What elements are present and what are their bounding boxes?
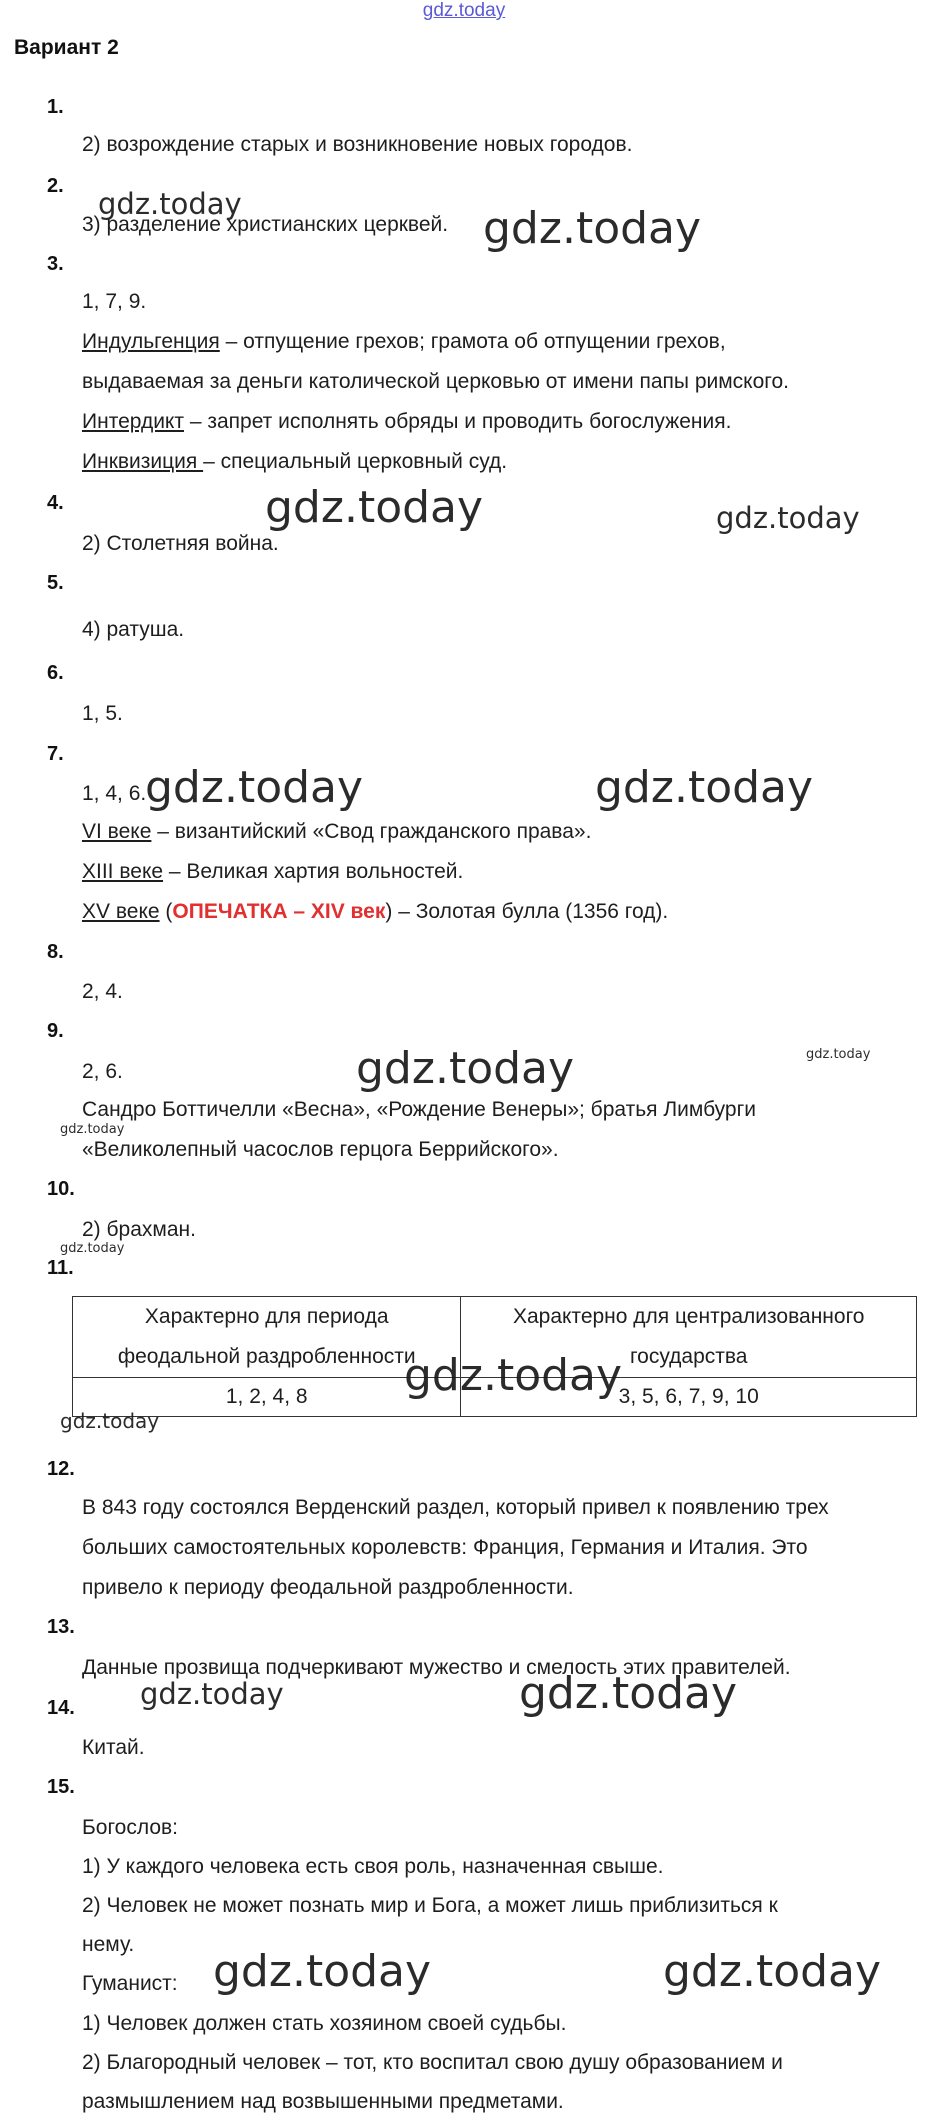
watermark: gdz.today	[519, 1668, 738, 1719]
term-interdict: Интердикт	[82, 410, 184, 433]
table-header-centralized-line-1: Характерно для централизованного	[512, 1305, 865, 1328]
typo-note: ОПЕЧАТКА – XIV век	[172, 900, 386, 923]
answer-3: 1, 7, 9.	[82, 290, 147, 313]
question-number-10: 10.	[47, 1178, 75, 1200]
watermark: gdz.today	[145, 762, 364, 813]
watermark: gdz.today	[404, 1350, 623, 1401]
century-line-6	[82, 820, 591, 844]
answer-10: 2) брахман.	[82, 1218, 196, 1241]
century-6: VI веке	[82, 820, 152, 843]
question-number-9: 9.	[47, 1020, 64, 1042]
theologian-label: Богослов:	[82, 1816, 178, 1839]
century-13-def: – Великая хартия вольностей.	[163, 860, 464, 883]
question-number-14: 14.	[47, 1697, 75, 1719]
humanist-point-2: 2) Благородный человек – тот, кто воспитал свою душу образованием и	[82, 2051, 783, 2074]
term-inquisition: Инквизиция	[82, 450, 204, 473]
table-header-feudal-line-2: феодальной раздробленности	[117, 1345, 416, 1368]
question-number-7: 7.	[47, 743, 64, 765]
answer-9-line-2: «Великолепный часослов герцога Беррийского».	[82, 1138, 559, 1161]
humanist-point-2-cont: размышлением над возвышенными предметами.	[82, 2090, 564, 2113]
answer-6: 1, 5.	[82, 702, 123, 725]
watermark: gdz.today	[595, 762, 814, 813]
question-number-3: 3.	[47, 253, 64, 275]
answer-2: 3) разделение христианских церквей.	[82, 213, 449, 236]
question-number-4: 4.	[47, 492, 64, 514]
watermark: gdz.today	[60, 1409, 160, 1433]
theologian-point-1: 1) У каждого человека есть своя роль, назначенная свыше.	[82, 1855, 664, 1878]
watermark: gdz.today	[716, 501, 860, 535]
answer-12-line-3: привело к периоду феодальной раздробленности.	[82, 1576, 574, 1599]
watermark: gdz.today	[60, 1241, 125, 1256]
watermark: gdz.today	[265, 482, 484, 533]
theologian-point-2: 2) Человек не может познать мир и Бога, а может лишь приблизиться к	[82, 1894, 778, 1917]
page-title: Вариант 2	[14, 36, 119, 59]
term-indulgence: Индульгенция	[82, 330, 220, 353]
term-indulgence-def: – отпущение грехов; грамота об отпущении грехов,	[219, 330, 726, 353]
top-watermark: gdz.today	[422, 0, 506, 21]
watermark: gdz.today	[356, 1043, 575, 1094]
watermark: gdz.today	[806, 1047, 871, 1062]
table-header-centralized-line-2: государства	[629, 1345, 748, 1368]
theologian-point-2-cont: нему.	[82, 1933, 135, 1956]
table-header-feudal-line-1: Характерно для периода	[144, 1305, 389, 1328]
century-6-def: – византийский «Свод гражданского права».	[151, 820, 592, 843]
term-line-inquisition	[82, 450, 507, 474]
term-line-indulgence	[82, 330, 726, 354]
answer-5: 4) ратуша.	[82, 618, 185, 641]
paren-open: (	[159, 900, 173, 923]
answer-9-line-1: Сандро Боттичелли «Весна», «Рождение Венеры»; братья Лимбурги	[82, 1098, 756, 1121]
answer-1: 2) возрождение старых и возникновение новых городов.	[82, 133, 633, 156]
watermark: gdz.today	[213, 1946, 432, 1997]
watermark: gdz.today	[140, 1677, 284, 1711]
question-number-8: 8.	[47, 941, 64, 963]
question-number-6: 6.	[47, 662, 64, 684]
table-cell-feudal: 1, 2, 4, 8	[73, 1378, 461, 1417]
question-number-15: 15.	[47, 1776, 75, 1798]
term-line-interdict	[82, 410, 731, 434]
watermark: gdz.today	[483, 203, 702, 254]
century-15-def: ) – Золотая булла (1356 год).	[385, 900, 669, 923]
answer-13: Данные прозвища подчеркивают мужество и смелость этих правителей.	[82, 1656, 791, 1679]
table-header-feudal	[73, 1297, 461, 1378]
question-number-1: 1.	[47, 96, 64, 118]
watermark: gdz.today	[98, 187, 242, 221]
question-number-5: 5.	[47, 572, 64, 594]
question-number-2: 2.	[47, 175, 64, 197]
question-number-12: 12.	[47, 1458, 75, 1480]
century-13: XIII веке	[82, 860, 164, 883]
term-interdict-def: – запрет исполнять обряды и проводить богослужения.	[183, 410, 732, 433]
question-number-11: 11.	[47, 1257, 74, 1279]
answer-8: 2, 4.	[82, 980, 123, 1003]
answer-12-line-1: В 843 году состоялся Верденский раздел, который привел к появлению трех	[82, 1496, 829, 1519]
humanist-label: Гуманист:	[82, 1972, 178, 1995]
answer-9: 2, 6.	[82, 1060, 123, 1083]
century-15: XV веке	[82, 900, 160, 923]
table-cell-centralized: 3, 5, 6, 7, 9, 10	[461, 1378, 917, 1417]
answer-4: 2) Столетняя война.	[82, 532, 279, 555]
watermark: gdz.today	[60, 1122, 125, 1137]
answer-14: Китай.	[82, 1736, 145, 1759]
watermark: gdz.today	[663, 1946, 882, 1997]
term-indulgence-cont: выдаваемая за деньги католической церковью от имени папы римского.	[82, 370, 789, 393]
question-number-13: 13.	[47, 1616, 75, 1638]
humanist-point-1: 1) Человек должен стать хозяином своей судьбы.	[82, 2012, 567, 2035]
century-line-13	[82, 860, 463, 884]
term-inquisition-def: – специальный церковный суд.	[203, 450, 508, 473]
answer-7: 1, 4, 6.	[82, 782, 147, 805]
century-line-15	[82, 900, 668, 924]
answer-12-line-2: больших самостоятельных королевств: Франция, Германия и Италия. Это	[82, 1536, 808, 1559]
